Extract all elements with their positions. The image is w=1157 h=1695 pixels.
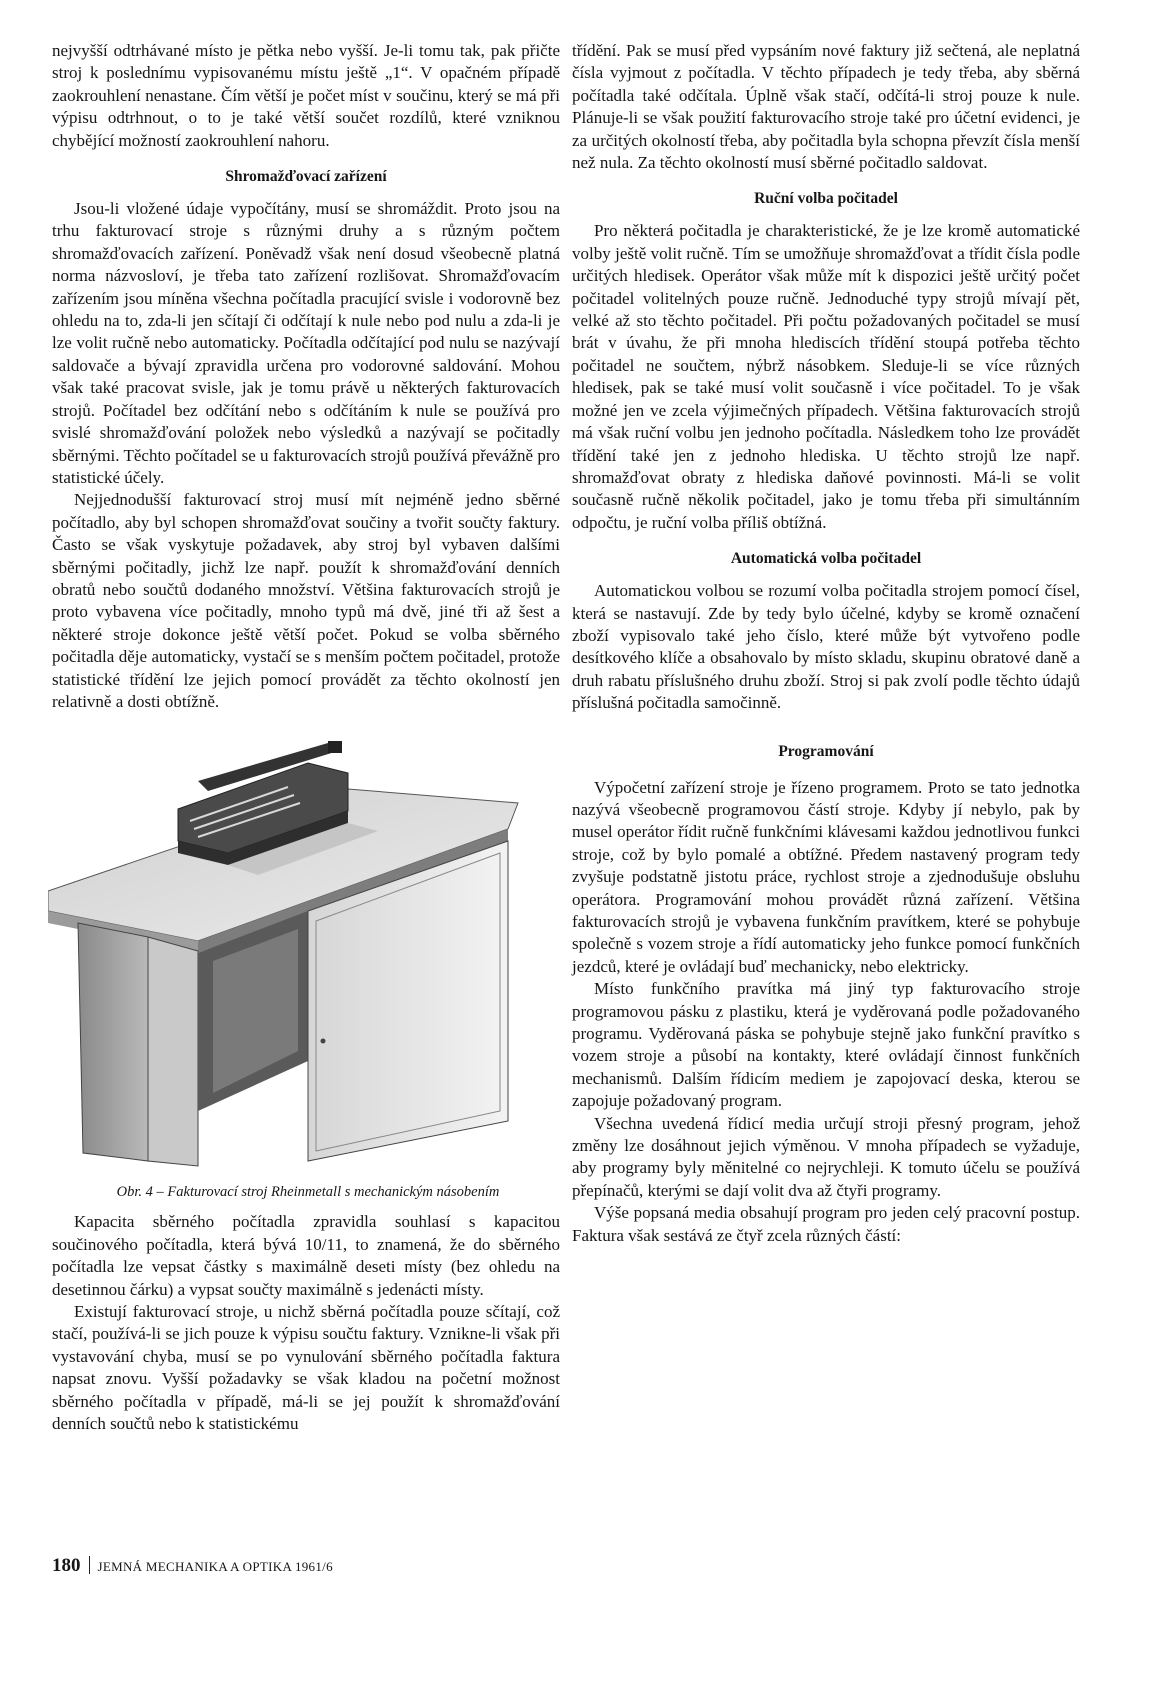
paragraph: třídění. Pak se musí před vypsáním nové faktury již sečtená, ale neplatná čísla vyjmout z počítadla. V těchto případech je tedy třeba, aby sběrná počítadla také odčítala. Úplně však stačí, odčítá-li stroj pouze k nule. Plánuje-li se však použití fakturovacího stroje také pro účetní evidenci, je za určitých okolností třeba, aby počitadla byla schopna převzít čísla menší než nula. Za těchto okolností musí sběrné počitadlo saldovat. [572,41,1080,173]
left-column [52,40,560,1435]
paragraph: Existují fakturovací stroje, u nichž sběrná počítadla pouze sčítají, což stačí, používá-li se jich pouze k výpisu součtu faktury. Vznikne-li však při vystavování chyba, musí se po vynulování sběrného počítadla faktura napsat znovu. Vyšší požadavky se však kladou na početní možnost sběrného počítadla v případě, má-li se jej použít k shromažďování denních součtů nebo k statistickému [52,1302,560,1434]
right-column [572,40,1080,1247]
figure-caption: Obr. 4 – Fakturovací stroj Rheinmetall s mechanickým násobením [116,1184,500,1201]
paragraph: Pro některá počitadla je charakteristické, že je lze kromě automatické volby ještě volit ručně. Tím se umožňuje shromažďovat a třídit čísla podle určitých hledisek. Operátor však může mít k dispozici ještě určitý počet počitadel volitelných pouze ručně. Jednoduché typy strojů mívají pět, velké až sto těchto počitadel. Při počtu požadovaných počitadel se musí brát v úvahu, že při mnoha hlediscích třídění stoupá potřeba těchto počitadel ne součtem, nýbrž násobkem. Sleduje-li se více různých hledisek, pak se také musí volit současně i více počitadel. To je však možné jen ve zcela výjimečných případech. Většina fakturovacích strojů má však ruční volbu jen jednoho počítadla. Následkem toho lze provádět třídění také jen z jednoho hlediska. U těchto strojů lze např. shromažďovat obraty z hlediska daňové povinnosti. Má-li se volit současně ručně několik počitadel, jako je tomu třeba při simultánním odpočtu, je ruční volba příliš obtížná. [572,221,1080,532]
section-heading: Programování [778,742,874,760]
paragraph: Kapacita sběrného počítadla zpravidla souhlasí s kapacitou součinového počítadla, která bývá 10/11, to znamená, že do sběrného počítadla lze vepsat částky s maximálně deseti místy (bez ohledu na desetinnou čárku) a vypsat součty maximálně s jedenácti místy. [52,1212,560,1299]
section-heading: Ruční volba počitadel [754,190,898,208]
page-number: 180 [52,1555,81,1576]
journal-name: JEMNÁ MECHANIKA A OPTIKA 1961/6 [97,1559,333,1574]
invoicing-machine-photo [48,741,560,1171]
figure [52,741,560,1211]
footer-divider [89,1556,90,1574]
paragraph: Nejjednodušší fakturovací stroj musí mít nejméně jedno sběrné počítadlo, aby byl schopen shromažďovat součiny a tvořit součty faktury. Často se však vyskytuje požadavek, aby stroj byl vybaven dalšími sběrnými počitadly, jichž lze např. použít k shromažďování denních obratů nebo součtů dodaného množství. Většina fakturovacích strojů je proto vybavena více počitadly, mnoho typů má dvě, jiné tři až šest a některé stroje dokonce ještě větší počet. Pokud se volba sběrného počitadla děje automaticky, vystačí se s menším počtem počitadel, protože statistické třídění lze jejich pomocí provádět za těchto okolností jen relativně a dosti obtížně. [52,490,560,711]
paragraph: Místo funkčního pravítka má jiný typ fakturovacího stroje programovou pásku z plastiku, která je vyděrovaná podle požadovaného programu. Vyděrovaná páska se pohybuje stejně jako funkční pravítko s vozem stroje a působí na kontakty, které ovládají činnost funkčních mechanismů. Dalším řídicím mediem je zapojovací deska, kterou se zapojuje požadovaný program. [572,979,1080,1111]
paragraph: Všechna uvedená řídicí media určují stroji přesný program, jehož změny lze dosáhnout jejich výměnou. V mnoha případech se vyžaduje, aby programy byly měnitelné co nejrychleji. K tomuto účelu se používá přepínačů, kterými se dají volit dva až čtyři programy. [572,1113,1080,1200]
paragraph: Jsou-li vložené údaje vypočítány, musí se shromáždit. Proto jsou na trhu fakturovací stroje s různými druhy a s různým počtem shromažďovacích zařízení. Poněvadž však není dosud všeobecně platná norma názvosloví, je třeba tato zařízení rozlišovat. Shromažďovacím zařízením jsou míněna všechna počítadla pracující svisle i vodorovně bez ohledu na to, zda-li jen sčítají či odčítají k nule nebo pod nulu a zda-li je lze volit ručně nebo automaticky. Počítadla odčítající pod nulu se nazývají saldovače a bývají zpravidla určena pro vodorovné saldování. Mohou však také pracovat svisle, jak je tomu právě u některých fakturovacích strojů. Počítadel bez odčítání nebo s odčítáním k nule se používá pro svislé shromažďování položek nebo výsledků a nazývají se počitadly sběrnými. Těchto počítadel se u fakturovacích strojů používá převážně pro statistické účely. [52,199,560,487]
section-heading: Automatická volba počitadel [730,550,922,568]
paragraph: Výše popsaná media obsahují program pro jeden celý pracovní postup. Faktura však sestává ze čtyř zcela různých částí: [572,1203,1080,1245]
page-footer [52,1555,333,1577]
paragraph: Automatickou volbou se rozumí volba počitadla strojem pomocí čísel, která se nastavují. Zde by tedy bylo účelné, kdyby se kromě označení zboží vypisovalo také jeho číslo, které může být vytvořeno podle desítkového klíče a obsahovalo by místo skladu, skupinu obratové daně a druh rabatu příslušného druhu zboží. Stroj si pak zvolí podle těchto údajů příslušná počitadla samočinně. [572,581,1080,713]
paragraph: Výpočetní zařízení stroje je řízeno programem. Proto se tato jednotka nazývá všeobecně programovou částí stroje. Kdyby jí nebylo, pak by musel operátor řídit ručně funkčními klávesami každou jednotlivou funkci stroje, což by bylo pomalé a obtížné. Předem nastavený program tedy zvyšuje podstatně jistotu práce, rychlost stroje a zjednodušuje obsluhu operátora. Programování mohou provádět různá zařízení. Většina fakturovacích strojů je vybavena funkčním pravítkem, které se pohybuje společně s vozem stroje a řídí automaticky jeho funkce pomocí funkčních jezdců, které je ovládají buď mechanicky, nebo elektricky. [572,777,1080,976]
paragraph: nejvyšší odtrhávané místo je pětka nebo vyšší. Je-li tomu tak, pak přičte stroj k poslednímu vypisovanému místu ještě „1“. V opačném případě zaokrouhlení nenastane. Čím větší je počet míst v součinu, který se má při výpisu odtrhnout, o to je také větší součet rozdílů, které vzniknou chybějící možností zaokrouhlení nahoru. [52,41,560,150]
section-heading: Shromažďovací zařízení [225,168,387,186]
